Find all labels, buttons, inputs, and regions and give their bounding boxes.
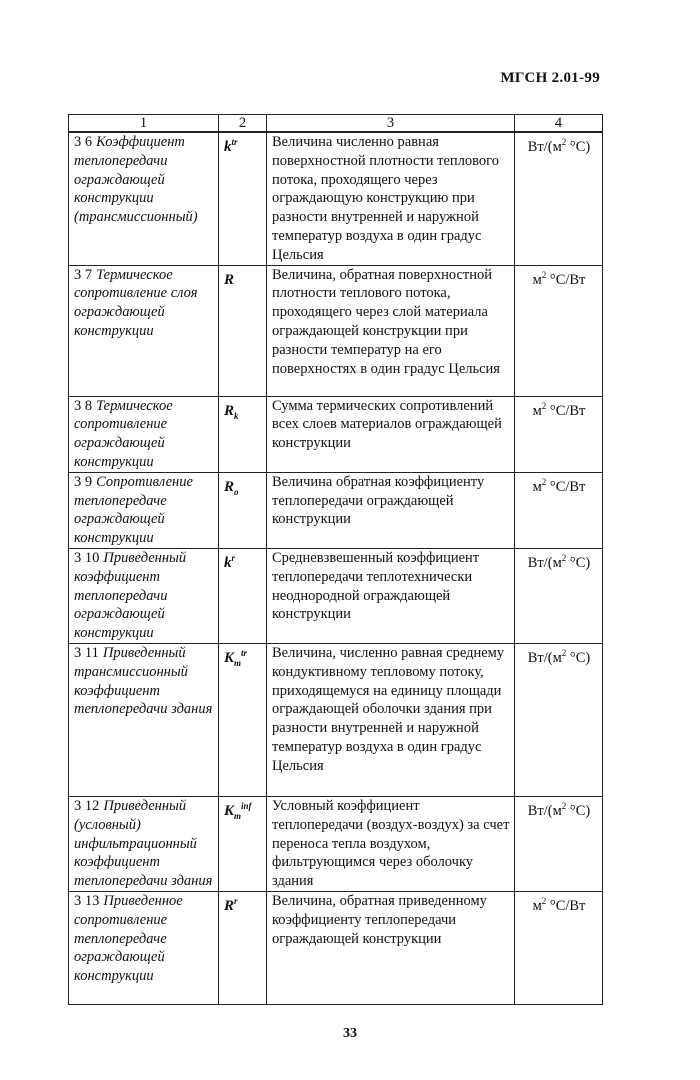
term-text: Сопротивление теплопередаче ограждающей конструкции: [74, 473, 193, 547]
definition-cell: Величина, обратная поверхностной плотности теплового потока, проходящего через слой материала ограждающей конструкции при разности температур на его поверхностях в один градус Цельсия: [267, 265, 515, 396]
definition-cell: Сумма термических сопротивлений всех слоев материалов ограждающей конструкции: [267, 396, 515, 472]
definition-cell: Средневзвешенный коэффициент теплопередачи теплотехнически неоднородной ограждающей конструкции: [267, 548, 515, 643]
unit-suffix: °С/Вт: [546, 402, 586, 419]
term-number: 3 8: [74, 397, 93, 414]
unit-cell: [515, 396, 603, 472]
symbol-cell: [219, 643, 267, 796]
definition-cell: Величина численно равная поверхностной плотности теплового потока, проходящего через ограждающую конструкцию при разности внутренней и наружной температур воздуха в один градус Цельсия: [267, 132, 515, 265]
column-header-3: 3: [267, 115, 515, 133]
term-number: 3 7: [74, 266, 93, 283]
symbol-subscript: m: [234, 810, 242, 821]
symbol-superscript: inf: [241, 800, 252, 811]
symbol-cell: [219, 891, 267, 1004]
table-row: [69, 891, 603, 1004]
term-number: 3 9: [74, 473, 93, 490]
term-number: 3 6: [74, 134, 93, 150]
symbol-superscript: tr: [241, 647, 248, 658]
table-row: [69, 472, 603, 548]
symbol-base: R: [224, 897, 235, 914]
definition-cell: Величина, обратная приведенному коэффициенту теплопередачи ограждающей конструкции: [267, 891, 515, 1004]
unit-prefix: Вт/(м: [527, 138, 562, 155]
symbol-superscript: r: [231, 552, 236, 563]
term-text: Приведенный (условный) инфильтрационный коэффициент теплопередачи здания: [74, 797, 213, 890]
page-number: 33: [343, 1026, 357, 1041]
unit-prefix: м: [532, 402, 542, 419]
symbol-cell: [219, 796, 267, 891]
unit-cell: [515, 472, 603, 548]
unit-cell: [515, 265, 603, 396]
symbol-base: K: [224, 649, 235, 666]
table-row: [69, 548, 603, 643]
term-cell: [69, 132, 219, 265]
term-cell: [69, 643, 219, 796]
unit-cell: [515, 132, 603, 265]
definition-cell: Условный коэффициент теплопередачи (воздух-воздух) за счет переноса тепла воздухом, фильтрующимся через оболочку здания: [267, 796, 515, 891]
definition-cell: Величина обратная коэффициенту теплопередачи ограждающей конструкции: [267, 472, 515, 548]
term-cell: [69, 796, 219, 891]
symbol-base: K: [224, 802, 235, 819]
definition-cell: Величина, численно равная среднему кондуктивному тепловому потоку, приходящемуся на единицу площади ограждающей оболочки здания при разности внутренней и наружной температур воздуха в один градус Цельсия: [267, 643, 515, 796]
term-number: 3 13: [74, 892, 100, 909]
unit-exponent: 2: [561, 800, 567, 811]
unit-cell: [515, 548, 603, 643]
document-code: МГСН 2.01-99: [500, 70, 600, 86]
symbol-base: k: [224, 554, 232, 571]
term-text: Коэффициент теплопередачи ограждающей конструкции (трансмиссионный): [74, 134, 198, 226]
unit-suffix: °С/Вт: [546, 897, 586, 914]
symbol-subscript: m: [234, 657, 242, 668]
unit-exponent: 2: [541, 400, 547, 411]
symbol-base: R: [224, 271, 235, 288]
unit-suffix: °С): [566, 138, 591, 155]
table-row: [69, 396, 603, 472]
term-cell: [69, 472, 219, 548]
unit-exponent: 2: [561, 552, 567, 563]
symbol-superscript: r: [234, 895, 238, 906]
symbol-superscript: tr: [231, 137, 238, 147]
unit-suffix: °С/Вт: [546, 271, 586, 288]
symbol-cell: [219, 472, 267, 548]
unit-suffix: °С): [566, 649, 591, 666]
symbol-subscript: k: [234, 410, 239, 421]
symbol-base: R: [224, 402, 235, 419]
term-text: Термическое сопротивление ограждающей конструкции: [74, 397, 173, 470]
column-header-1: 1: [69, 115, 219, 133]
symbol-subscript: o: [234, 486, 239, 497]
symbol-cell: [219, 396, 267, 472]
unit-cell: [515, 643, 603, 796]
column-header-2: 2: [219, 115, 267, 133]
symbol-cell: [219, 132, 267, 265]
term-text: Приведенный коэффициент теплопередачи ограждающей конструкции: [74, 549, 187, 642]
symbol-cell: [219, 265, 267, 396]
term-number: 3 11: [74, 644, 99, 661]
symbol-base: R: [224, 478, 235, 495]
unit-exponent: 2: [541, 895, 547, 906]
unit-cell: [515, 796, 603, 891]
term-text: Термическое сопротивление слоя ограждающей конструкции: [74, 266, 198, 339]
table-row: [69, 132, 603, 265]
definitions-table: [68, 114, 603, 1005]
unit-exponent: 2: [561, 137, 567, 147]
symbol-cell: [219, 548, 267, 643]
term-cell: [69, 265, 219, 396]
unit-exponent: 2: [541, 269, 547, 280]
term-text: Приведенное сопротивление теплопередаче ограждающей конструкции: [74, 892, 183, 985]
column-header-4: 4: [515, 115, 603, 133]
table-row: [69, 643, 603, 796]
term-cell: [69, 396, 219, 472]
term-cell: [69, 548, 219, 643]
unit-suffix: °С/Вт: [546, 478, 586, 495]
unit-exponent: 2: [561, 647, 567, 658]
symbol-base: k: [224, 139, 232, 155]
unit-suffix: °С): [566, 554, 591, 571]
unit-prefix: Вт/(м: [527, 649, 562, 666]
unit-prefix: м: [532, 478, 542, 495]
unit-prefix: м: [532, 271, 542, 288]
term-cell: [69, 891, 219, 1004]
unit-suffix: °С): [566, 802, 591, 819]
term-number: 3 12: [74, 797, 100, 814]
unit-prefix: м: [532, 897, 542, 914]
table-header-row: [69, 115, 603, 133]
table-row: [69, 796, 603, 891]
term-number: 3 10: [74, 549, 100, 566]
term-text: Приведенный трансмиссионный коэффициент теплопередачи здания: [74, 644, 213, 718]
unit-exponent: 2: [541, 476, 547, 487]
unit-prefix: Вт/(м: [527, 554, 562, 571]
table-row: [69, 265, 603, 396]
unit-cell: [515, 891, 603, 1004]
unit-prefix: Вт/(м: [527, 802, 562, 819]
